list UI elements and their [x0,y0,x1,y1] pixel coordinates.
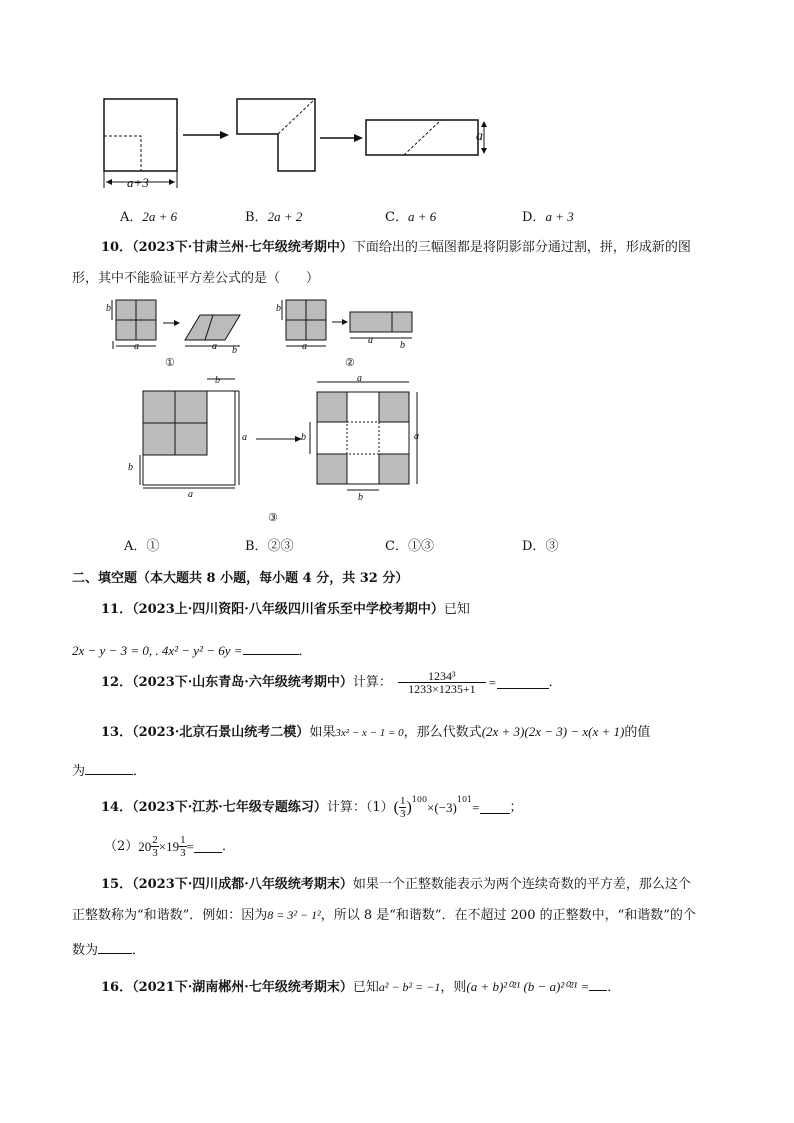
fig1-label-a: a [134,341,139,352]
section-title: 二、填空题（本大题共 8 小题，每小题 4 分，共 32 分） [72,571,409,586]
fig3-label-a-right: a [242,432,247,443]
q11-line2: 2x − y − 3 = 0, . 4x² − y² − 6y = ． [72,643,312,659]
fig3-label-a-bottom: a [188,489,193,500]
q14-line2: （2） 20 $\frac{2}{3}$ ×19 $\frac{1}{3}$ = ． [104,834,235,859]
fig2-label-b: b [276,303,281,314]
q15-line2: 正整数称为“和谐数”．例如：因为8 = 3² − 1²，所以 8 是“和谐数”．在不超过 200 的正整数中，“和谐数”的个 [72,908,696,923]
q10-line2: 形，其中不能验证平方差公式的是（ ） [72,271,320,286]
fig-label-1: ① [165,356,175,369]
fig1-label-b: b [106,303,111,314]
q10-option-b: B．②③ [245,539,294,554]
q15-line3: 数为 ． [72,943,146,958]
q14-line1: 14．（2023下·江苏·七年级专题练习）计算：（1） ( 1 3 ) $^{100}$ ×(−3) $^{101}$ = ； [101,795,523,820]
fig1-label-a2: a [212,341,217,352]
fig3r-label-a-top: a [357,373,362,384]
q9-option-d: D．a + 3 [522,209,574,225]
q15-answer-blank[interactable] [98,941,132,954]
fig1-label-b2: b [232,345,237,356]
fig2-label-b2: b [400,340,405,351]
q12-answer-blank[interactable] [497,676,549,689]
q10-line1: 10．（2023下·甘肃兰州·七年级统考期中）下面给出的三幅图都是将阴影部分通过割，拼，形成新的图 [101,240,691,255]
fig3r-label-a-right: a [414,431,419,442]
q10-option-d: D．③ [522,539,559,554]
q9-figure [95,92,505,192]
q9-option-b: B．2a + 2 [245,209,303,225]
q12-line: 12．（2023下·山东青岛·六年级统考期中）计算： $\frac{\text{1234³}}{1233\times 1235+1}$ = ． [101,669,562,696]
q12-fraction: $\frac{\text{1234³}}{1233\times 1235+1}$ [398,670,486,695]
q9-option-c: C．a + 6 [385,209,437,225]
q14-answer-blank-1[interactable] [480,801,510,814]
q10-option-a: A．① [124,539,160,554]
q16-answer-blank[interactable] [589,978,607,991]
q11-line1: 11．（2023上·四川资阳·八年级四川省乐至中学校考期中）已知 [101,602,470,617]
q9-option-a: A．2a + 6 [120,209,178,225]
q14-frac: 1 3 [399,795,406,820]
q13-line1: 13．（2023·北京石景山统考二模）如果3x² − x − 1 = 0，那么代数式(2x + 3)(2x − 3) − x(x + 1)的值 [101,724,651,740]
fig-label-3: ③ [268,511,278,524]
q13-line2: 为 ． [72,764,147,779]
fig-label-2: ② [345,356,355,369]
q10-figure-3-right [305,378,455,498]
fig3-label-b-left: b [128,462,133,473]
fig3r-label-b-left: b [301,432,306,443]
q14-answer-blank-2[interactable] [194,840,222,853]
fig3-label-b-top: b [215,375,220,386]
q15-line1: 15．（2023下·四川成都·八年级统考期末）如果一个正整数能表示为两个连续奇数的平方差，那么这个 [101,877,691,892]
fig2-label-a: a [302,341,307,352]
q16-line: 16．（2021下·湖南郴州·七年级统考期末）已知a² − b² = −1，则(a + b)²⁰²¹ (b − a)²⁰²¹ = ． [101,979,621,995]
q13-answer-blank[interactable] [85,762,133,775]
fig9-label-a-plus-3: a+3 [127,175,149,190]
fig3r-label-b-bottom: b [358,492,363,503]
fig2-label-a2: a [368,335,373,346]
q10-option-c: C．①③ [385,539,434,554]
q11-answer-blank[interactable] [243,642,299,655]
fig9-label-a: a [476,129,483,144]
